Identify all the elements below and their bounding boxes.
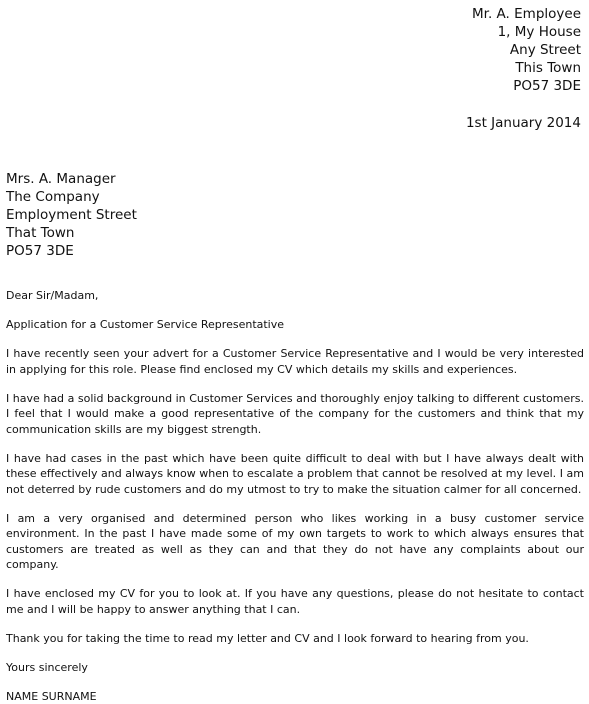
paragraph-enclosure: I have enclosed my CV for you to look at. If you have any questions, please do not hesitate to contact me and I will be happy to answer anything that I can. [6, 586, 584, 617]
signature-name: NAME SURNAME [6, 689, 584, 704]
sender-town: This Town [472, 59, 581, 77]
recipient-company: The Company [6, 188, 137, 206]
sender-postcode: PO57 3DE [472, 77, 581, 95]
sender-address-line-2: Any Street [472, 41, 581, 59]
paragraph-thanks: Thank you for taking the time to read my letter and CV and I look forward to hearing from you. [6, 631, 584, 647]
recipient-town: That Town [6, 224, 137, 242]
sender-address [472, 5, 581, 95]
closing: Yours sincerely [6, 660, 584, 676]
letter-date: 1st January 2014 [466, 114, 581, 132]
paragraph-intro: I have recently seen your advert for a Customer Service Representative and I would be very interested in applying for this role. Please find enclosed my CV which details my skills and experiences. [6, 346, 584, 377]
paragraph-personality: I am a very organised and determined person who likes working in a busy customer service environment. In the past I have made some of my own targets to work to which always ensures that customers are treated as well as they can and that they do not have any complaints about our company. [6, 511, 584, 573]
sender-name: Mr. A. Employee [472, 5, 581, 23]
recipient-street: Employment Street [6, 206, 137, 224]
subject-line: Application for a Customer Service Representative [6, 317, 584, 333]
sender-address-line-1: 1, My House [472, 23, 581, 41]
recipient-postcode: PO57 3DE [6, 242, 137, 260]
paragraph-experience: I have had cases in the past which have been quite difficult to deal with but I have always dealt with these effectively and always know when to escalate a problem that cannot be resolved at my level. I am not deterred by rude customers and do my utmost to try to make the situation calmer for all concerned. [6, 451, 584, 498]
salutation: Dear Sir/Madam, [6, 288, 584, 304]
recipient-address [6, 170, 137, 260]
letter-body [6, 288, 584, 704]
recipient-name: Mrs. A. Manager [6, 170, 137, 188]
paragraph-background: I have had a solid background in Customer Services and thoroughly enjoy talking to different customers. I feel that I would make a good representative of the company for the customers and think that my communication skills are my biggest strength. [6, 391, 584, 438]
